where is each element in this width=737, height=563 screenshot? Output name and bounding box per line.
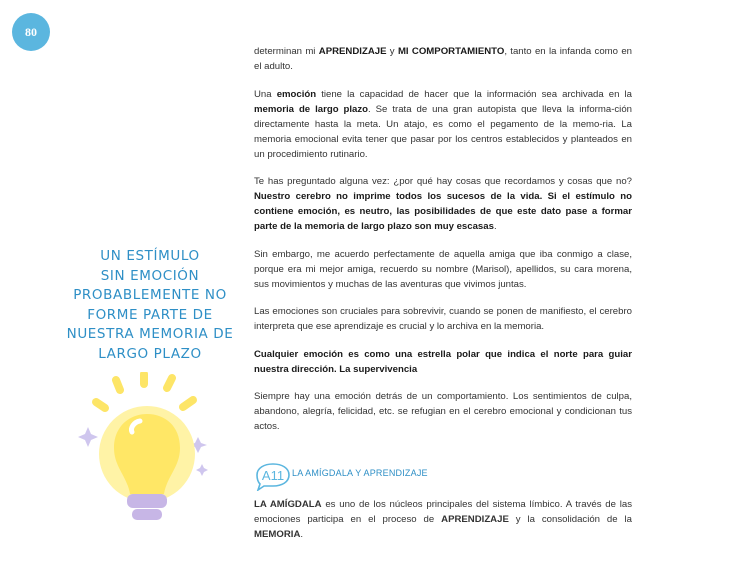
pull-quote-line: FORME PARTE DE <box>87 306 213 323</box>
main-text-column <box>254 44 632 447</box>
text: tiene la capacidad de hacer que la información sea archivada en la <box>316 88 633 100</box>
bold-text: MI COMPORTAMIENTO <box>397 46 505 57</box>
text: es uno de los núcleos principales del sistema límbico. A través de las emociones participa en el proceso de <box>254 499 633 525</box>
paragraph <box>254 347 632 377</box>
text: determinan mi <box>254 46 319 57</box>
page-number-badge <box>12 13 50 51</box>
bold-text: Cualquier emoción es como una estrella polar que indica el norte para guiar nuestra dirección. La supervivencia <box>254 348 632 375</box>
bulb-base <box>127 494 167 508</box>
page-number: 80 <box>25 24 37 39</box>
sparkle-icon <box>78 427 98 447</box>
lightbulb-illustration <box>72 372 222 532</box>
paragraph: Sin embargo, me acuerdo perfectamente de aquella amiga que iba conmigo a clase, porque era mi mejor amiga, recuerdo su nombre (Marisol), apellidos, su cara morena, sus movimientos y muchas de las aventuras que vivimos juntas. <box>254 248 632 290</box>
bold-text: APRENDIZAJE <box>441 514 509 525</box>
section-heading <box>252 461 632 491</box>
text: . Se trata de una gran autopista que lleva la informa-ción directamente hasta la meta. Un atajo, es como el pegamento de la memo-ria. La memoria emocional evita tener que pasar por los centros establecidos y planteados en un procedimiento rutinario. <box>254 103 632 160</box>
sparkle-icon <box>196 464 208 476</box>
pull-quote-line: UN ESTÍMULO <box>100 248 200 264</box>
bold-text: memoria de largo plazo <box>254 103 369 115</box>
pull-quote-line: SIN EMOCIÓN <box>100 267 200 284</box>
text: y <box>386 46 398 57</box>
text: Una <box>254 88 277 100</box>
paragraph <box>254 87 632 162</box>
rays <box>96 374 193 408</box>
text: , tanto en la infanda como en el adulto. <box>254 46 632 72</box>
bold-text: Nuestro cerebro no imprime todos los sucesos de la vida. Si el estímulo no contiene emoción, es neutro, las posibilidades de que este dato pase a formar parte de la memoria de largo plazo son muy escasas <box>254 191 632 232</box>
chat-badge-icon <box>252 461 292 491</box>
paragraph <box>254 44 632 74</box>
text: . <box>300 529 304 540</box>
section-title: LA AMÍGDALA Y APRENDIZAJE <box>292 468 428 478</box>
paragraph: Siempre hay una emoción detrás de un comportamiento. Los sentimientos de culpa, abandono, alegría, felicidad, etc. se refugian en el cerebro emocional y condicionan tus actos. <box>254 391 632 432</box>
text: . <box>493 221 497 232</box>
bold-text: APRENDIZAJE <box>318 46 387 57</box>
pull-quote-line: NUESTRA MEMORIA DE <box>66 326 234 342</box>
paragraph <box>254 497 632 542</box>
text: y la consolidación de la <box>508 514 632 525</box>
paragraph <box>254 174 632 234</box>
bold-text: emoción <box>276 88 317 100</box>
section-text <box>254 497 632 542</box>
pull-quote-line: LARGO PLAZO <box>98 345 202 362</box>
bold-text: MEMORIA <box>254 529 301 540</box>
pull-quote <box>50 247 250 364</box>
pull-quote-line: PROBABLEMENTE NO <box>73 287 227 303</box>
paragraph: Las emociones son cruciales para sobrevivir, cuando se ponen de manifiesto, el cerebro interpreta que ese aprendizaje es crucial y lo archiva en la memoria. <box>254 306 632 332</box>
bold-text: LA AMÍGDALA <box>254 499 322 510</box>
bulb-base <box>132 509 162 520</box>
section-badge-label: A11 <box>261 468 285 483</box>
text: Te has preguntado alguna vez: ¿por qué hay cosas que recordamos y cosas que no? <box>254 176 632 187</box>
